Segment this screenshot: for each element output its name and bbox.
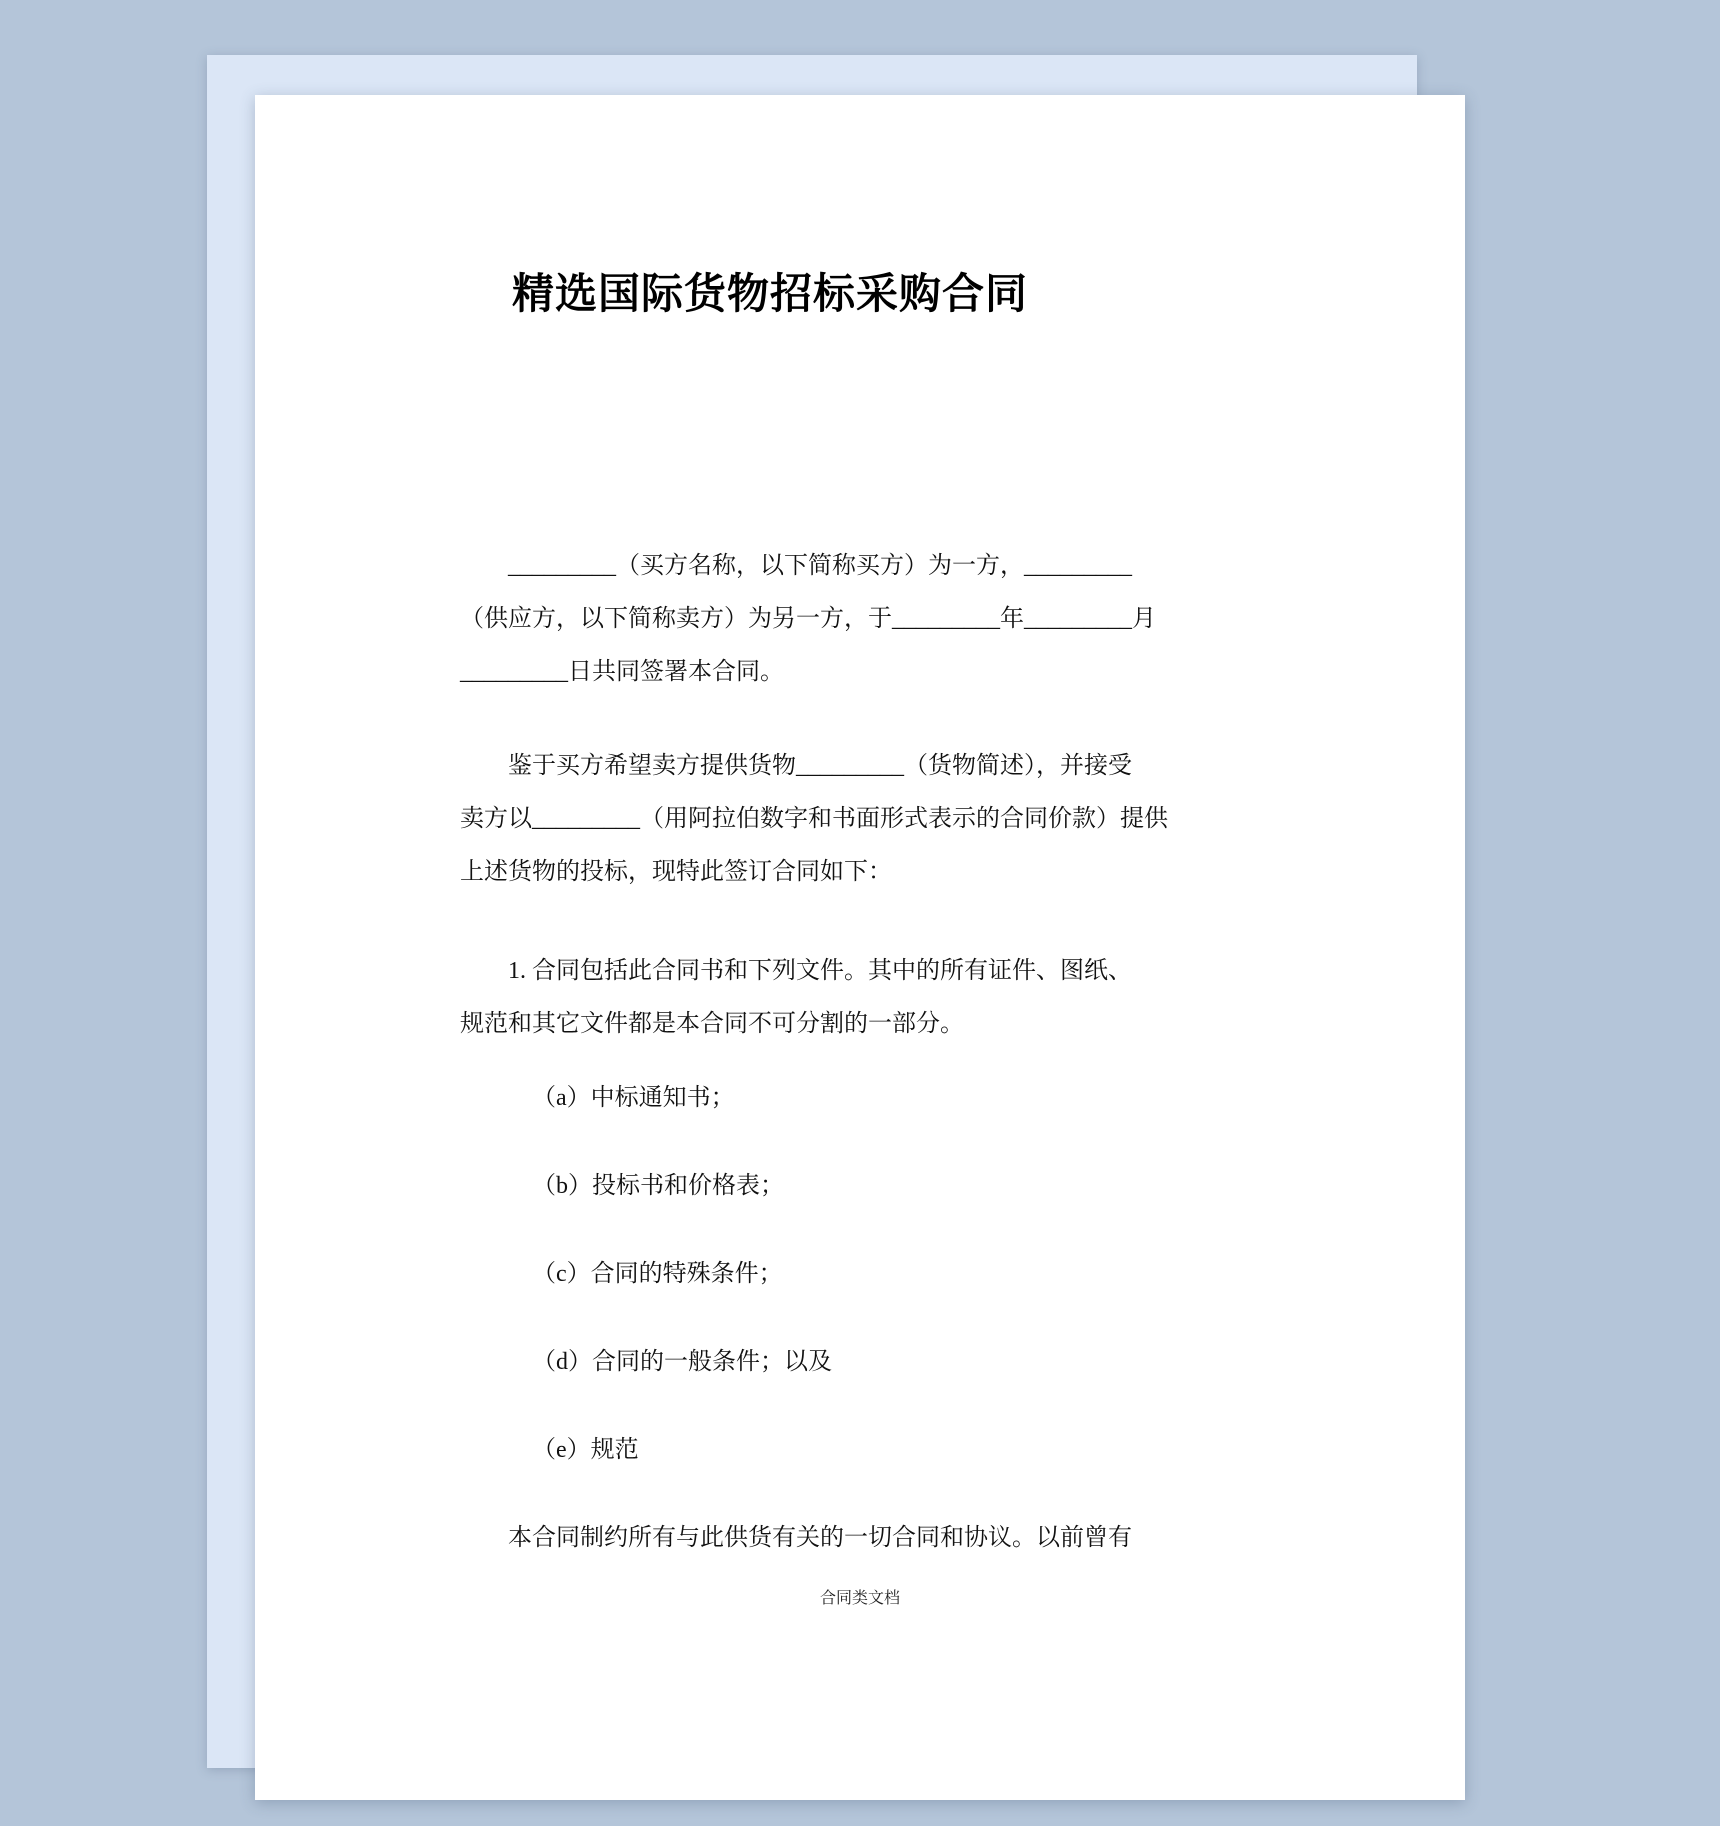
list-item: （b）投标书和价格表； bbox=[532, 1173, 784, 1199]
paragraph-line: 本合同制约所有与此供货有关的一切合同和协议。以前曾有 bbox=[508, 1525, 1132, 1551]
document-page bbox=[255, 95, 1465, 1800]
document-title: 精选国际货物招标采购合同 bbox=[511, 270, 1028, 317]
paragraph-line: 鉴于买方希望卖方提供货物_________（货物简述），并接受 bbox=[508, 753, 1132, 779]
paragraph-line: （供应方，以下简称卖方）为另一方，于_________年_________月 bbox=[460, 606, 1156, 632]
contract-document-list bbox=[460, 1072, 1465, 1477]
list-item: （c）合同的特殊条件； bbox=[532, 1261, 783, 1287]
paragraph-line: 上述货物的投标，现特此签订合同如下： bbox=[460, 859, 892, 885]
paragraph-line: _________（买方名称，以下简称买方）为一方，_________ bbox=[508, 553, 1132, 579]
list-item: （e）规范 bbox=[532, 1437, 639, 1463]
contract-clause-1-paragraph bbox=[460, 945, 1465, 1051]
list-item: （a）中标通知书； bbox=[532, 1085, 735, 1111]
paragraph-line: _________日共同签署本合同。 bbox=[460, 659, 784, 685]
contract-parties-paragraph bbox=[460, 540, 1465, 699]
paragraph-line: 1. 合同包括此合同书和下列文件。其中的所有证件、图纸、 bbox=[508, 958, 1132, 984]
contract-recital-paragraph bbox=[460, 740, 1465, 899]
list-item: （d）合同的一般条件；以及 bbox=[532, 1349, 832, 1375]
paragraph-line: 规范和其它文件都是本合同不可分割的一部分。 bbox=[460, 1011, 964, 1037]
page-footer: 合同类文档 bbox=[819, 1590, 900, 1607]
paragraph-line: 卖方以_________（用阿拉伯数字和书面形式表示的合同价款）提供 bbox=[460, 806, 1168, 832]
contract-closing-paragraph bbox=[460, 1512, 1465, 1565]
